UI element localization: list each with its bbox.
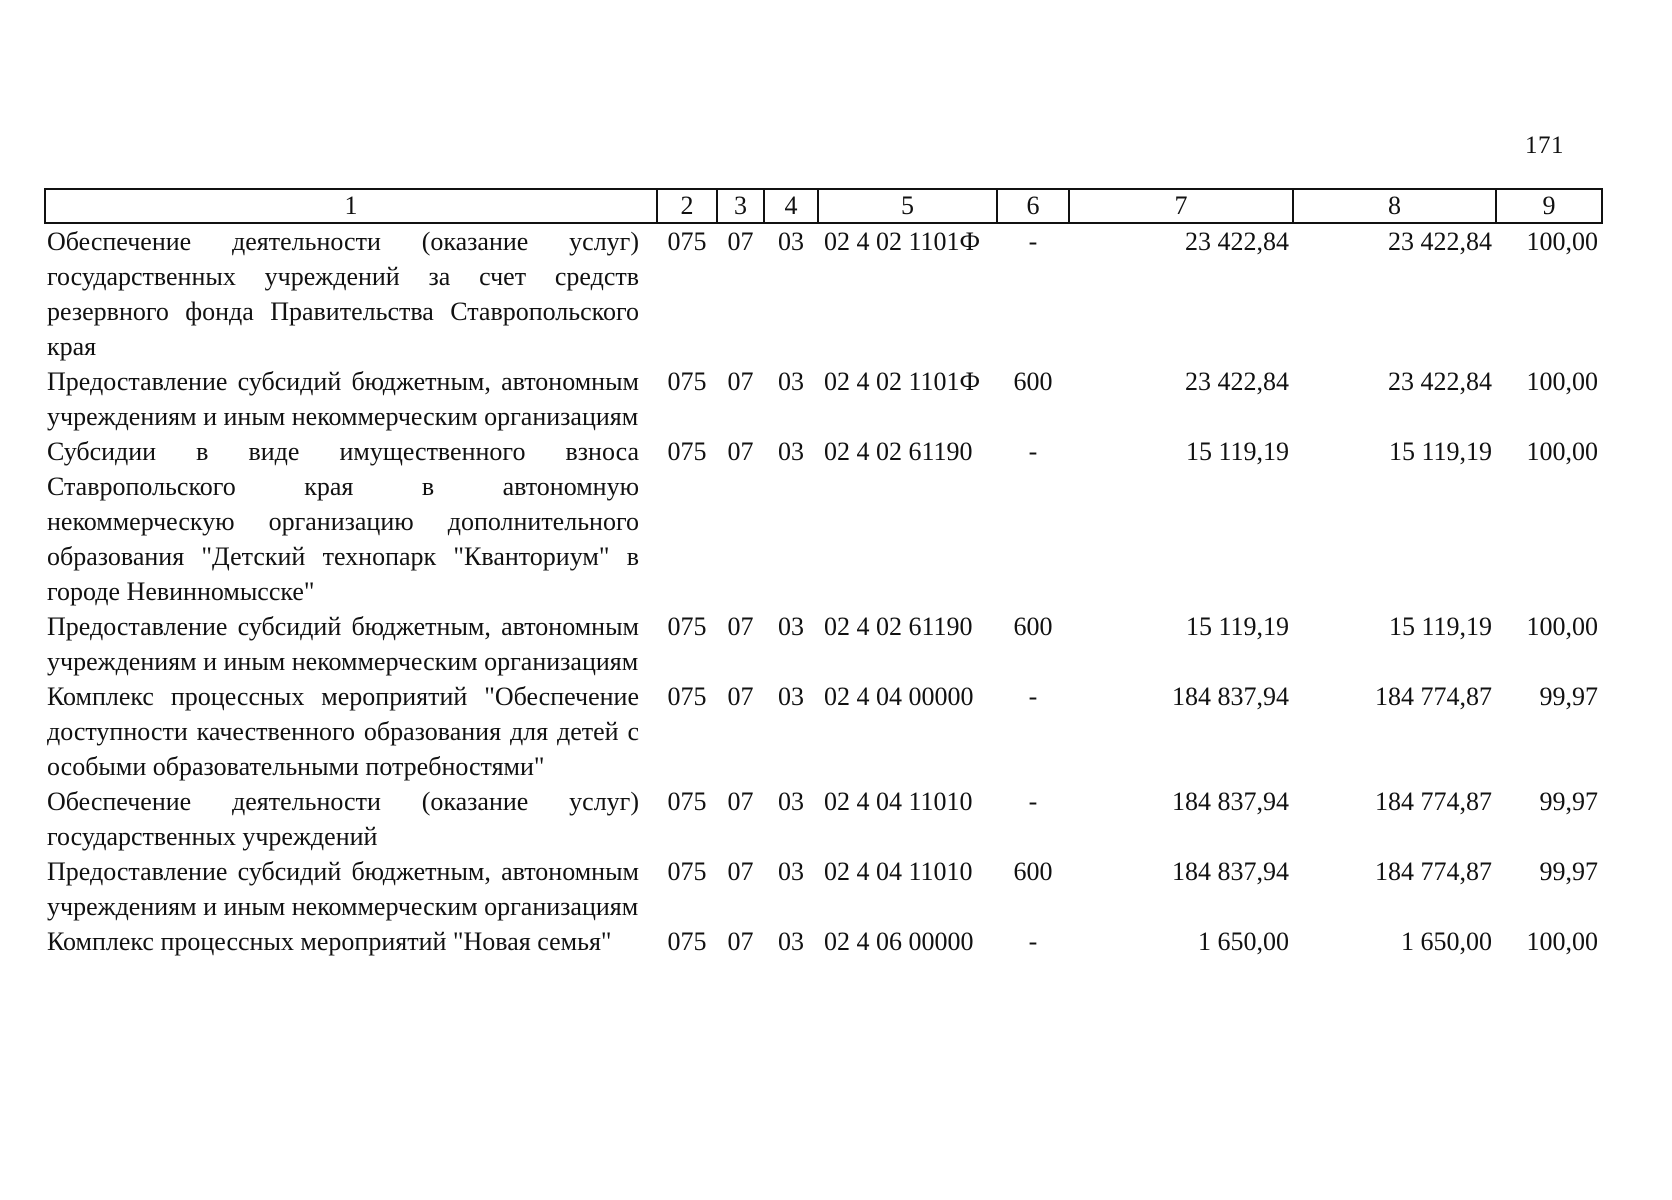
table-row: [45, 364, 1602, 434]
row-col-8: 184 774,87: [1375, 787, 1492, 816]
column-header: 4: [764, 189, 818, 223]
row-col-7: 15 119,19: [1185, 612, 1289, 641]
row-col-6: -: [1028, 682, 1038, 711]
row-col-3: 07: [727, 927, 754, 956]
row-col-8: 15 119,19: [1388, 437, 1492, 466]
row-col-2: 075: [667, 437, 707, 466]
row-col-4: 03: [778, 437, 804, 466]
column-header: 1: [45, 189, 657, 223]
row-col-2: 075: [667, 682, 707, 711]
row-col-6: 600: [1013, 612, 1053, 641]
column-header: 8: [1293, 189, 1496, 223]
row-col-7: 184 837,94: [1172, 682, 1289, 711]
budget-table: [44, 188, 1603, 959]
table-row: [45, 924, 1602, 959]
row-col-7: 184 837,94: [1172, 857, 1289, 886]
row-col-7: 23 422,84: [1185, 227, 1289, 256]
row-col-3: 07: [727, 787, 754, 816]
row-description: Субсидии в виде имущественного взноса Ставропольского края в автономную некоммерческую организацию дополнительного образования "Детский технопарк "Кванториум" в городе Невинномысске": [47, 437, 639, 606]
row-col-9: 100,00: [1526, 437, 1598, 466]
row-col-3: 07: [727, 227, 754, 256]
row-col-5: 02 4 02 61190: [824, 437, 973, 466]
row-col-5: 02 4 04 11010: [824, 857, 973, 886]
row-col-4: 03: [778, 682, 804, 711]
column-header: 5: [818, 189, 997, 223]
row-col-7: 23 422,84: [1185, 367, 1289, 396]
row-col-5: 02 4 02 1101Ф: [824, 367, 981, 396]
row-col-3: 07: [727, 367, 754, 396]
row-col-8: 15 119,19: [1388, 612, 1492, 641]
row-col-3: 07: [727, 437, 754, 466]
row-col-9: 100,00: [1526, 367, 1598, 396]
row-col-6: 600: [1013, 857, 1053, 886]
row-col-9: 99,97: [1539, 682, 1598, 711]
row-description: Предоставление субсидий бюджетным, автономным учреждениям и иным некоммерческим организациям: [47, 612, 639, 676]
row-col-2: 075: [667, 227, 707, 256]
page-number: 171: [1525, 132, 1564, 159]
row-col-6: -: [1028, 787, 1038, 816]
row-col-2: 075: [667, 787, 707, 816]
row-description: Обеспечение деятельности (оказание услуг) государственных учреждений за счет средств резервного фонда Правительства Ставропольского края: [47, 227, 639, 361]
row-col-9: 99,97: [1539, 787, 1598, 816]
row-col-5: 02 4 04 00000: [824, 682, 974, 711]
row-col-2: 075: [667, 612, 707, 641]
row-col-4: 03: [778, 927, 804, 956]
row-col-8: 23 422,84: [1388, 367, 1492, 396]
row-col-3: 07: [727, 857, 754, 886]
table-row: [45, 609, 1602, 679]
table-row: [45, 784, 1602, 854]
row-col-3: 07: [727, 612, 754, 641]
row-description: Предоставление субсидий бюджетным, автономным учреждениям и иным некоммерческим организациям: [47, 367, 639, 431]
column-header: 3: [717, 189, 764, 223]
row-col-6: -: [1028, 437, 1038, 466]
row-col-3: 07: [727, 682, 754, 711]
row-col-9: 100,00: [1526, 612, 1598, 641]
row-col-6: 600: [1013, 367, 1053, 396]
row-col-4: 03: [778, 612, 804, 641]
row-col-5: 02 4 02 1101Ф: [824, 227, 981, 256]
row-col-5: 02 4 02 61190: [824, 612, 973, 641]
table-row: [45, 854, 1602, 924]
row-col-7: 15 119,19: [1185, 437, 1289, 466]
column-header: 2: [657, 189, 717, 223]
row-col-4: 03: [778, 367, 804, 396]
row-col-2: 075: [667, 927, 707, 956]
header-row: [45, 189, 1602, 223]
row-col-2: 075: [667, 367, 707, 396]
table-row: [45, 679, 1602, 784]
row-col-2: 075: [667, 857, 707, 886]
table-body: [45, 223, 1602, 959]
row-description: Предоставление субсидий бюджетным, автономным учреждениям и иным некоммерческим организациям: [47, 857, 639, 921]
row-col-4: 03: [778, 857, 804, 886]
table-header: [45, 189, 1602, 223]
table-row: [45, 434, 1602, 609]
row-col-5: 02 4 06 00000: [824, 927, 974, 956]
row-description: Комплекс процессных мероприятий "Обеспечение доступности качественного образования для детей с особыми образовательными потребностями": [47, 682, 639, 781]
table-row: [45, 223, 1602, 364]
column-header: 9: [1496, 189, 1602, 223]
column-header: 7: [1069, 189, 1293, 223]
row-col-9: 100,00: [1526, 227, 1598, 256]
row-col-7: 184 837,94: [1172, 787, 1289, 816]
row-description: Обеспечение деятельности (оказание услуг) государственных учреждений: [47, 787, 639, 851]
row-col-4: 03: [778, 227, 804, 256]
column-header: 6: [997, 189, 1069, 223]
row-col-8: 184 774,87: [1375, 857, 1492, 886]
row-col-6: -: [1028, 927, 1038, 956]
row-col-8: 1 650,00: [1401, 927, 1492, 956]
row-description: Комплекс процессных мероприятий "Новая семья": [47, 927, 612, 956]
row-col-5: 02 4 04 11010: [824, 787, 973, 816]
row-col-9: 100,00: [1526, 927, 1598, 956]
row-col-4: 03: [778, 787, 804, 816]
row-col-8: 23 422,84: [1388, 227, 1492, 256]
row-col-7: 1 650,00: [1198, 927, 1289, 956]
row-col-6: -: [1028, 227, 1038, 256]
row-col-9: 99,97: [1539, 857, 1598, 886]
row-col-8: 184 774,87: [1375, 682, 1492, 711]
